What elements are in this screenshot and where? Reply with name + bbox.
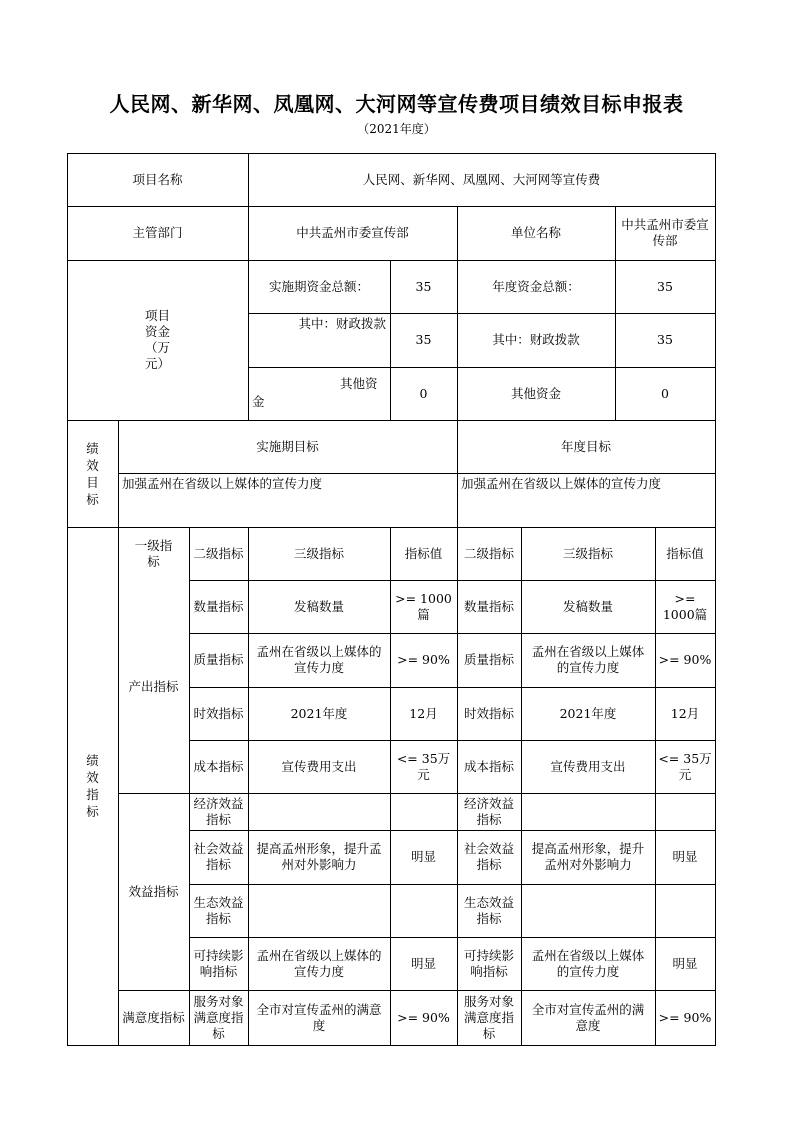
header-level3: 三级指标: [293, 545, 344, 561]
indicator-value: >= 90%: [397, 1009, 450, 1025]
indicator-level2-b: 数量指标: [463, 598, 514, 614]
year-fiscal-value: 35: [657, 332, 673, 347]
indicator-level3-b: 孟州在省级以上媒体的宣传力度: [531, 644, 645, 675]
indicator-value: <= 35万元: [396, 750, 451, 782]
indicator-level3: 发稿数量: [293, 598, 344, 614]
indicator-value: >= 90%: [397, 652, 450, 667]
indicator-level2-b: 时效指标: [463, 705, 514, 721]
indicator-value: 12月: [409, 705, 438, 721]
indicator-level2: 质量指标: [193, 652, 244, 667]
total-value: 35: [415, 278, 432, 294]
indicator-level2-b: 经济效益指标: [463, 795, 514, 827]
indicator-level3-b: 全市对宣传孟州的满意度: [531, 1001, 645, 1033]
unit-label: 单位名称: [510, 225, 561, 240]
other-value: 0: [419, 385, 428, 401]
year-goal-header: 年度目标: [560, 438, 611, 454]
project-name-label: 项目名称: [132, 171, 183, 187]
indicator-level3-b: [521, 884, 655, 937]
indicator-level3: 全市对宣传孟州的满意度: [256, 1001, 382, 1033]
indicator-value-b: [655, 884, 715, 937]
unit-value: 中共孟州市委宣传部: [621, 217, 709, 248]
indicator-level2: 成本指标: [193, 758, 244, 774]
group-benefit: 效益指标: [128, 883, 179, 899]
header-level3-b: 三级指标: [562, 545, 613, 561]
header-value: 指标值: [404, 545, 443, 561]
indicator-value-b: 12月: [670, 705, 700, 721]
group-satisfaction: 满意度指标: [122, 1009, 185, 1025]
indicator-level3-b: 孟州在省级以上媒体的宣传力度: [531, 947, 645, 979]
header-level2: 二级指标: [193, 545, 244, 561]
year-total-value: 35: [657, 278, 673, 294]
project-name-value: 人民网、新华网、凤凰网、大河网等宣传费: [362, 171, 601, 187]
total-label: 实施期资金总额：: [268, 278, 369, 294]
indicator-level3: 孟州在省级以上媒体的宣传力度: [256, 947, 382, 979]
indicator-value-b: 明显: [672, 955, 698, 971]
header-level1: 一级指标: [134, 537, 173, 569]
indicator-level3-b: 发稿数量: [562, 598, 613, 614]
header-value-b: 指标值: [666, 545, 704, 561]
indicator-level2-b: 社会效益指标: [463, 841, 514, 872]
indicators-label: 绩效指标: [86, 753, 99, 819]
indicator-level2: 服务对象满意度指标: [193, 993, 244, 1041]
indicator-level2: 时效指标: [193, 705, 244, 721]
indicator-level2: 可持续影响指标: [193, 947, 244, 979]
indicator-value-b: [655, 793, 715, 830]
year-goal-text: 加强孟州在省级以上媒体的宣传力度: [461, 476, 662, 491]
indicator-value-b: >= 1000篇: [662, 590, 708, 622]
indicator-value: [390, 884, 457, 937]
year-fiscal-label: 其中：财政拨款: [492, 332, 580, 347]
year-other-label: 其他资金: [510, 385, 561, 401]
indicator-level3-b: [521, 793, 655, 830]
fiscal-value: 35: [415, 332, 432, 347]
indicator-level2: 社会效益指标: [193, 841, 244, 872]
indicator-value-b: >= 90%: [658, 1009, 712, 1025]
indicator-level3: 孟州在省级以上媒体的宣传力度: [256, 644, 382, 675]
indicator-value: 明显: [410, 849, 436, 864]
page-title: 人民网、新华网、凤凰网、大河网等宣传费项目绩效目标申报表: [109, 92, 684, 116]
group-output: 产出指标: [128, 678, 179, 694]
fund-label: 项目资金（万元）: [144, 308, 170, 371]
period-goal-text: 加强孟州在省级以上媒体的宣传力度: [122, 476, 323, 491]
indicator-level2: 数量指标: [193, 598, 244, 614]
year-total-label: 年度资金总额：: [492, 278, 580, 294]
indicator-level3-b: 宣传费用支出: [550, 758, 626, 774]
indicator-level3-b: 提高孟州形象，提升孟州对外影响力: [531, 841, 645, 872]
goals-label: 绩效目标: [86, 440, 99, 507]
indicator-level3: [248, 884, 390, 937]
indicator-level2-b: 可持续影响指标: [463, 947, 514, 979]
indicator-level2-b: 生态效益指标: [463, 894, 514, 926]
indicator-level2: 经济效益指标: [193, 795, 244, 827]
header-level2-b: 二级指标: [463, 545, 514, 561]
indicator-value: 明显: [410, 955, 436, 971]
other-label: 其他资金: [252, 376, 378, 409]
indicator-level2-b: 质量指标: [463, 652, 514, 667]
dept-value: 中共孟州市委宣传部: [296, 225, 409, 240]
indicator-level3: [248, 793, 390, 830]
indicator-level2-b: 成本指标: [463, 758, 514, 774]
indicator-value-b: <= 35万元: [658, 750, 712, 782]
period-goal-header: 实施期目标: [256, 438, 319, 454]
indicator-level2-b: 服务对象满意度指标: [463, 993, 514, 1041]
grid-line: [67, 1045, 716, 1046]
indicator-level3: 宣传费用支出: [281, 758, 357, 774]
page-subtitle: （2021年度）: [357, 122, 436, 136]
indicator-value: >= 1000篇: [395, 590, 452, 622]
fiscal-label: 其中：财政拨款: [298, 316, 386, 331]
dept-label: 主管部门: [132, 225, 183, 240]
indicator-level2: 生态效益指标: [193, 894, 244, 926]
indicator-level3-b: 2021年度: [559, 705, 617, 721]
indicator-value-b: >= 90%: [658, 652, 712, 667]
indicator-value: [390, 793, 457, 830]
indicator-level3: 提高孟州形象，提升孟州对外影响力: [256, 841, 382, 872]
grid-line: [715, 153, 716, 1046]
indicator-level3: 2021年度: [290, 705, 348, 721]
year-other-value: 0: [661, 385, 669, 401]
indicator-value-b: 明显: [672, 849, 698, 864]
